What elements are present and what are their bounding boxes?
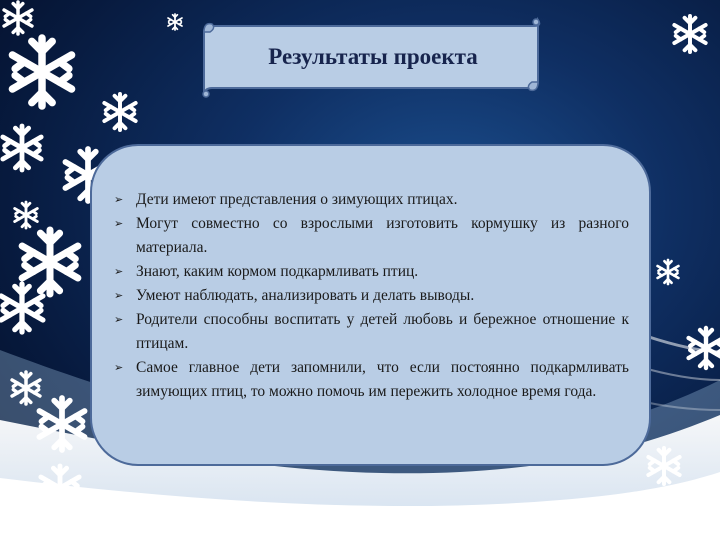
list-item-text: Дети имеют представления о зимующих птицах. bbox=[136, 191, 458, 208]
list-item-text: Родители способны воспитать у детей любовь и бережное отношение к птицам. bbox=[136, 311, 629, 352]
snowflake-icon bbox=[168, 14, 182, 30]
list-item-text: Знают, каким кормом подкармливать птиц. bbox=[136, 263, 419, 280]
list-item bbox=[114, 356, 629, 404]
snowflake-icon bbox=[12, 38, 71, 106]
snowflake-icon bbox=[15, 202, 38, 228]
list-item-text: Самое главное дети запомнили, что если постоянно подкармливать зимующих птиц, то можно помочь им пережить холодное время года. bbox=[136, 359, 629, 400]
results-panel bbox=[90, 144, 651, 466]
list-item bbox=[114, 284, 629, 308]
list-item bbox=[114, 308, 629, 356]
arrow-bullet-icon: ➢ bbox=[114, 194, 124, 206]
list-item bbox=[114, 188, 629, 212]
snowflake-icon bbox=[674, 16, 705, 52]
snowflake-icon bbox=[658, 260, 679, 284]
list-item-text: Умеют наблюдать, анализировать и делать выводы. bbox=[136, 287, 475, 304]
slide-title: Результаты проекта bbox=[268, 44, 478, 69]
list-item-text: Могут совместно со взрослыми изготовить кормушку из разного материала. bbox=[136, 215, 629, 256]
arrow-bullet-icon: ➢ bbox=[114, 218, 124, 230]
list-item bbox=[114, 260, 629, 284]
snowflake-icon bbox=[104, 94, 135, 130]
snowflake-icon bbox=[4, 2, 32, 34]
results-list bbox=[114, 188, 629, 404]
snowflake-icon bbox=[1, 284, 43, 332]
list-item bbox=[114, 212, 629, 260]
arrow-bullet-icon: ➢ bbox=[114, 314, 124, 326]
arrow-bullet-icon: ➢ bbox=[114, 290, 124, 302]
arrow-bullet-icon: ➢ bbox=[114, 362, 124, 374]
snowflake-icon bbox=[3, 126, 41, 170]
arrow-bullet-icon: ➢ bbox=[114, 266, 124, 278]
